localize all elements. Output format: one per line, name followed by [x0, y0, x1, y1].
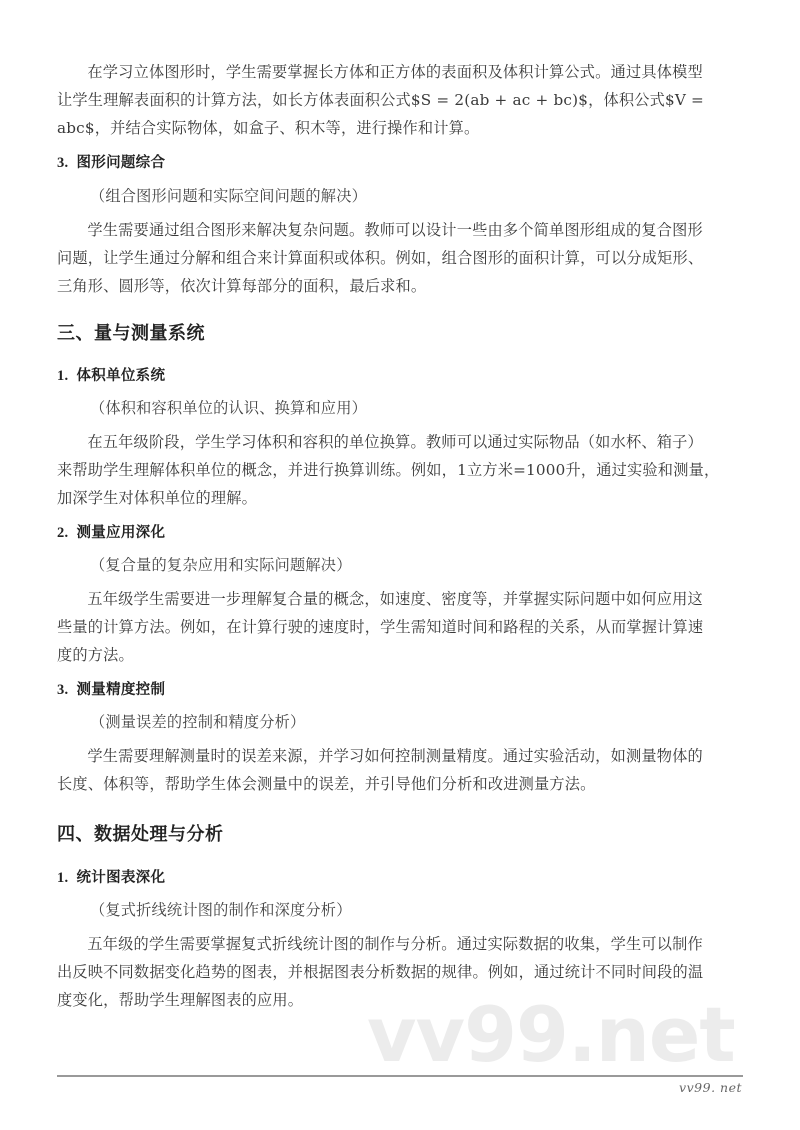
body-paragraph	[57, 742, 747, 798]
subsection-title: 测量应用深化	[76, 525, 166, 541]
paragraph-line: 些量的计算方法。例如，在计算行驶的速度时，学生需知道时间和路程的关系，从而掌握计算速	[57, 618, 704, 636]
subsection-heading	[57, 364, 747, 385]
body-paragraph	[57, 428, 747, 512]
paragraph-line: 五年级学生需要进一步理解复合量的概念，如速度、密度等，并掌握实际问题中如何应用这	[87, 590, 703, 608]
subsection-number: 2.	[57, 525, 69, 541]
paragraph-line: 学生需要理解测量时的误差来源，并学习如何控制测量精度。通过实验活动，如测量物体的	[87, 747, 703, 765]
subsection-heading	[57, 521, 747, 542]
body-paragraph	[57, 585, 747, 669]
paragraph-line: 三角形、圆形等，依次计算每部分的面积，最后求和。	[57, 277, 427, 295]
subsection-title: 体积单位系统	[76, 368, 166, 384]
paragraph-line: 出反映不同数据变化趋势的图表，并根据图表分析数据的规律。例如，通过统计不同时间段的温	[57, 963, 704, 981]
paragraph-line: 五年级的学生需要掌握复式折线统计图的制作与分析。通过实际数据的收集，学生可以制作	[87, 935, 703, 953]
paragraph-line: 让学生理解表面积的计算方法，如长方体表面积公式$S = 2(ab + ac + bc)$，体积公式$V =	[57, 91, 704, 109]
subsection-subtitle: （复合量的复杂应用和实际问题解决）	[90, 556, 352, 574]
subsection-subtitle: （体积和容积单位的认识、换算和应用）	[90, 399, 367, 417]
paragraph-line: 学生需要通过组合图形来解决复杂问题。教师可以设计一些由多个简单图形组成的复合图形	[87, 221, 703, 239]
section-heading: 三、量与测量系统	[57, 323, 205, 344]
paragraph-line: abc$，并结合实际物体，如盒子、积木等，进行操作和计算。	[57, 119, 480, 137]
subsection-subtitle: （复式折线统计图的制作和深度分析）	[90, 901, 352, 919]
subsection-heading	[57, 151, 747, 172]
subsection-number: 1.	[57, 368, 69, 384]
intro-paragraph	[57, 58, 747, 142]
paragraph-line: 度的方法。	[57, 646, 134, 664]
subsection-title: 测量精度控制	[76, 682, 166, 698]
watermark: vv99.net	[367, 990, 735, 1079]
subsection-number: 3.	[57, 155, 69, 171]
subsection-title: 统计图表深化	[76, 870, 166, 886]
body-paragraph	[57, 216, 747, 300]
subsection-heading	[57, 866, 747, 887]
footer-rule	[57, 1075, 743, 1077]
paragraph-line: 度变化，帮助学生理解图表的应用。	[57, 991, 304, 1009]
subsection-number: 1.	[57, 870, 69, 886]
paragraph-line: 加深学生对体积单位的理解。	[57, 489, 258, 507]
footer-site-label: vv99. net	[679, 1080, 742, 1095]
subsection-heading	[57, 678, 747, 699]
section-heading: 四、数据处理与分析	[57, 824, 224, 845]
paragraph-line: 来帮助学生理解体积单位的概念，并进行换算训练。例如，1立方米=1000升，通过实验和测量，	[57, 461, 720, 479]
subsection-subtitle: （测量误差的控制和精度分析）	[90, 713, 306, 731]
paragraph-line: 问题，让学生通过分解和组合来计算面积或体积。例如，组合图形的面积计算，可以分成矩形、	[57, 249, 704, 267]
paragraph-line: 长度、体积等，帮助学生体会测量中的误差，并引导他们分析和改进测量方法。	[57, 775, 596, 793]
subsection-title: 图形问题综合	[76, 155, 166, 171]
paragraph-line: 在学习立体图形时，学生需要掌握长方体和正方体的表面积及体积计算公式。通过具体模型	[87, 63, 703, 81]
subsection-subtitle: （组合图形问题和实际空间问题的解决）	[90, 187, 367, 205]
paragraph-line: 在五年级阶段，学生学习体积和容积的单位换算。教师可以通过实际物品（如水杯、箱子）	[87, 433, 703, 451]
subsection-number: 3.	[57, 682, 69, 698]
